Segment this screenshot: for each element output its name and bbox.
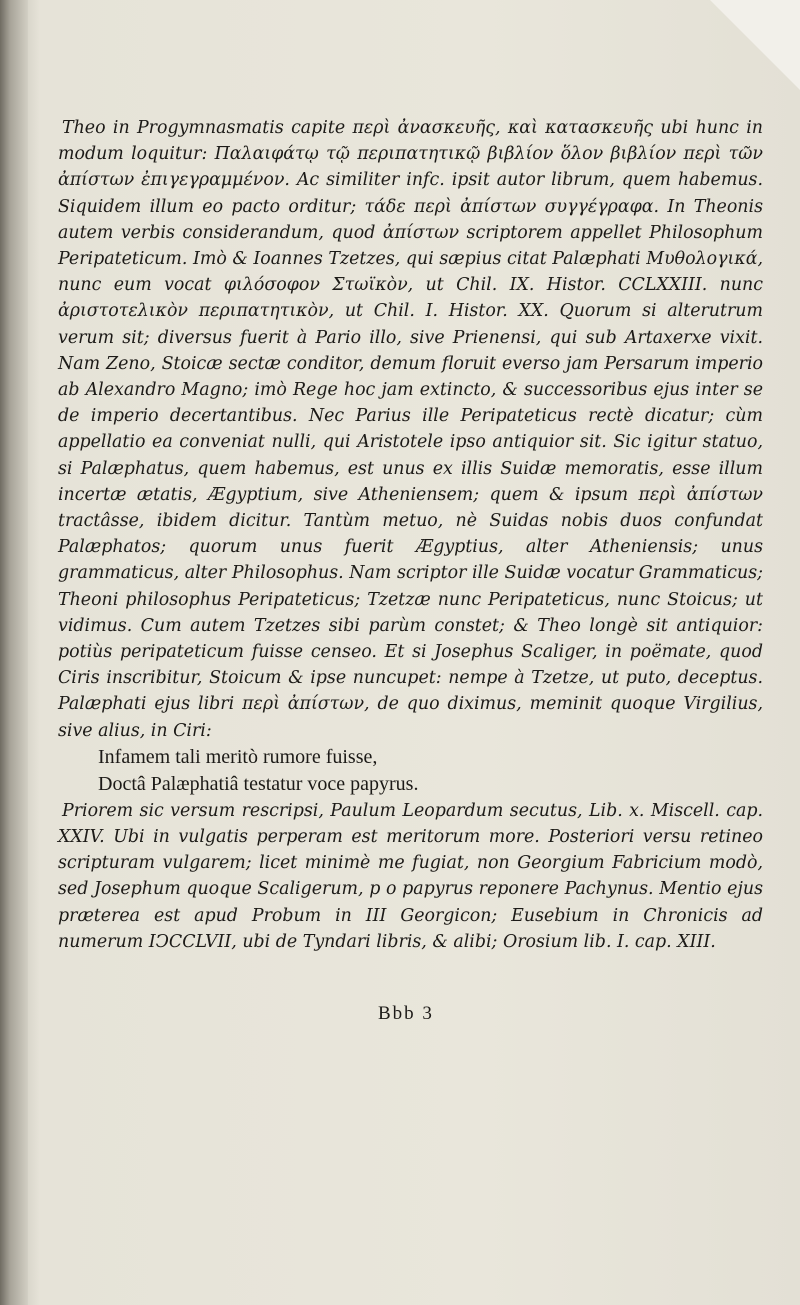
paragraph-2: Priorem sic versum rescripsi, Paulum Leopardum secutus, Lib. x. Miscell. cap. XXIV. Ubi in vulgatis perperam est meritorum more. Posteriori versu retineo scripturam vulgarem; licet minimè me fugiat, non Georgium Fabricium modò, sed Josephum quoque Scaligerum, p o papyrus reponere Pachynus. Mentio ejus præterea est apud Probum in III Georgicon; Eusebium in Chronicis ad numerum IↃCCLVII, ubi de Tyndari libris, & alibi; Orosium lib. I. cap. XIII. [58,800,763,952]
paragraph-1: Theo in Progymnasmatis capite περὶ ἀνασκευῆς, καὶ κατασκευῆς ubi hunc in modum loquitur: Παλαιφάτῳ τῷ περιπατητικῷ βιβλίον ὅλον βιβλίον περὶ τῶν ἀπίστων ἐπιγεγραμμένον. Ac similiter infc. ipsit autor librum, quem habemus. Siquidem illum eo pacto orditur; τάδε περὶ ἀπίστων συγγέγραφα. In Theonis autem verbis considerandum, quod ἀπίστων scriptorem appellet Philosophum Peripateticum. Imò & Ioannes Tzetzes, qui sæpius citat Palæphati Μυθολογικά, nunc eum vocat φιλόσοφον Στωϊκὸν, ut Chil. IX. Histor. CCLXXIII. nunc ἀριστοτελικὸν περιπατητικὸν, ut Chil. I. Histor. XX. Quorum si alterutrum verum sit; diversus fuerit à Pario illo, sive Prienensi, qui sub Artaxerxe vixit. Nam Zeno, Stoicæ sectæ conditor, demum floruit everso jam Persarum imperio ab Alexandro Magno; imò Rege hoc jam extincto, & successoribus ejus inter se de imperio decertantibus. Nec Parius ille Peripateticus rectè dicatur; cùm appellatio ea conveniat nulli, qui Aristotele ipso antiquior sit. Sic igitur statuo, si Palæphatus, quem habemus, est unus ex illis Suidæ memoratis, esse illum incertæ ætatis, Ægyptium, sive Atheniensem; quem & ipsum περὶ ἀπίστων tractâsse, ibidem dicitur. Tantùm metuo, nè Suidas nobis duos confundat Palæphatos; quorum unus fuerit Ægyptius, alter Atheniensis; unus grammaticus, alter Philosophus. Nam scriptor ille Suidæ vocatur Grammaticus; Theoni philosophus Peripateticus; Tzetzæ nunc Peripateticus, nunc Stoicus; ut vidimus. Cum autem Tzetzes sibi parùm constet; & Theo longè sit antiquior: potiùs peripateticum fuisse censeo. Et si Josephus Scaliger, in poëmate, quod Ciris inscribitur, Stoicum & ipse nuncupet: nempe à Tzetze, ut puto, deceptus. Palæphati ejus libri περὶ ἀπίστων, de quo diximus, meminit quoque Virgilius, sive alius, in Ciri: [58,118,763,741]
folded-corner [710,0,800,90]
book-binding-edge [0,0,28,1305]
signature-mark: Bbb 3 [378,1003,434,1024]
verse-line-1: Infamem tali meritò rumore fuisse, [98,745,378,768]
verse-line-2: Doctâ Palæphatiâ testatur voce papyrus. [98,772,419,795]
page-text [58,115,763,955]
